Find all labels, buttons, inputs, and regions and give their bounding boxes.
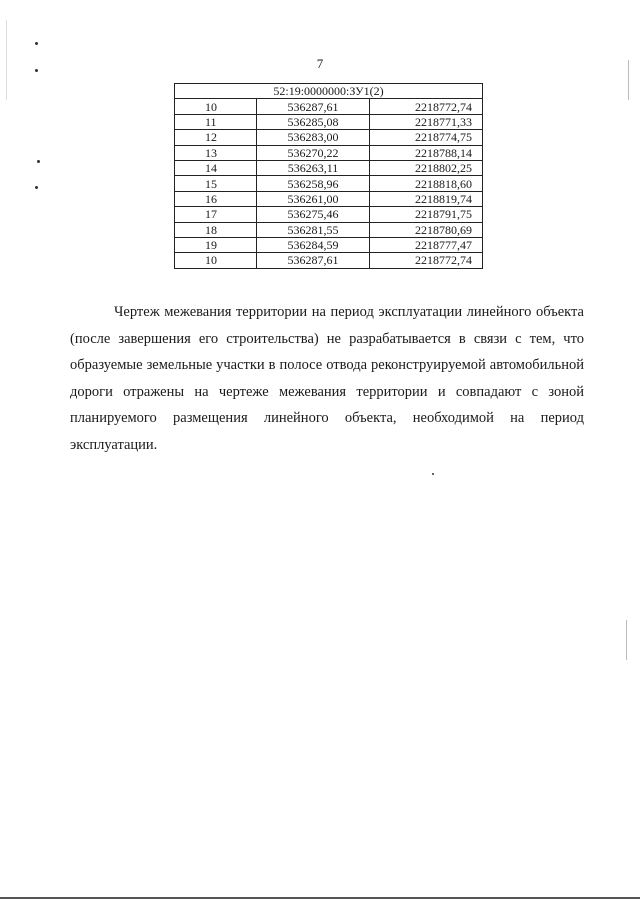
scan-edge-line bbox=[628, 60, 629, 100]
x-coordinate-cell: 536281,55 bbox=[257, 222, 370, 237]
y-coordinate-cell: 2218771,33 bbox=[370, 114, 483, 129]
table-row bbox=[175, 145, 483, 160]
scan-bottom-edge bbox=[0, 897, 640, 899]
table-body bbox=[175, 99, 483, 268]
y-coordinate-cell: 2218772,74 bbox=[370, 99, 483, 114]
y-coordinate-cell: 2218788,14 bbox=[370, 145, 483, 160]
point-number-cell: 12 bbox=[175, 130, 257, 145]
scan-speck bbox=[35, 42, 38, 45]
y-coordinate-cell: 2218774,75 bbox=[370, 130, 483, 145]
table-row bbox=[175, 160, 483, 175]
table-row bbox=[175, 237, 483, 252]
y-coordinate-cell: 2218802,25 bbox=[370, 160, 483, 175]
y-coordinate-cell: 2218818,60 bbox=[370, 176, 483, 191]
table-row bbox=[175, 222, 483, 237]
parcel-id-header: 52:19:0000000:ЗУ1(2) bbox=[175, 84, 483, 99]
x-coordinate-cell: 536287,61 bbox=[257, 253, 370, 268]
point-number-cell: 10 bbox=[175, 99, 257, 114]
table-row bbox=[175, 176, 483, 191]
coordinates-table bbox=[174, 83, 483, 269]
point-number-cell: 11 bbox=[175, 114, 257, 129]
body-paragraph: Чертеж межевания территории на период эксплуатации линейного объекта (после завершения его строительства) не разрабатывается в связи с тем, что образуемые земельные участки в полосе отвода реконструируемой автомобильной дороги отражены на чертеже межевания территории и совпадают с зоной планируемого размещения линейного объекта, необходимой на период эксплуатации. bbox=[70, 304, 584, 453]
y-coordinate-cell: 2218780,69 bbox=[370, 222, 483, 237]
point-number-cell: 17 bbox=[175, 207, 257, 222]
point-number-cell: 14 bbox=[175, 160, 257, 175]
table-row bbox=[175, 99, 483, 114]
scan-edge-line bbox=[626, 620, 627, 660]
y-coordinate-cell: 2218772,74 bbox=[370, 253, 483, 268]
x-coordinate-cell: 536284,59 bbox=[257, 237, 370, 252]
scan-speck bbox=[37, 160, 40, 163]
x-coordinate-cell: 536285,08 bbox=[257, 114, 370, 129]
y-coordinate-cell: 2218791,75 bbox=[370, 207, 483, 222]
table-row bbox=[175, 253, 483, 268]
point-number-cell: 10 bbox=[175, 253, 257, 268]
page-number: 7 bbox=[316, 56, 324, 71]
x-coordinate-cell: 536270,22 bbox=[257, 145, 370, 160]
x-coordinate-cell: 536283,00 bbox=[257, 130, 370, 145]
point-number-cell: 13 bbox=[175, 145, 257, 160]
point-number-cell: 19 bbox=[175, 237, 257, 252]
y-coordinate-cell: 2218777,47 bbox=[370, 237, 483, 252]
scan-speck bbox=[432, 473, 434, 475]
table-row bbox=[175, 207, 483, 222]
x-coordinate-cell: 536258,96 bbox=[257, 176, 370, 191]
table-row bbox=[175, 191, 483, 206]
table-row bbox=[175, 114, 483, 129]
point-number-cell: 15 bbox=[175, 176, 257, 191]
point-number-cell: 16 bbox=[175, 191, 257, 206]
y-coordinate-cell: 2218819,74 bbox=[370, 191, 483, 206]
x-coordinate-cell: 536261,00 bbox=[257, 191, 370, 206]
scan-speck bbox=[35, 69, 38, 72]
scan-edge-line bbox=[6, 20, 7, 100]
x-coordinate-cell: 536275,46 bbox=[257, 207, 370, 222]
table-row bbox=[175, 130, 483, 145]
x-coordinate-cell: 536287,61 bbox=[257, 99, 370, 114]
scan-speck bbox=[35, 186, 38, 189]
point-number-cell: 18 bbox=[175, 222, 257, 237]
x-coordinate-cell: 536263,11 bbox=[257, 160, 370, 175]
table-header-row bbox=[175, 84, 483, 99]
